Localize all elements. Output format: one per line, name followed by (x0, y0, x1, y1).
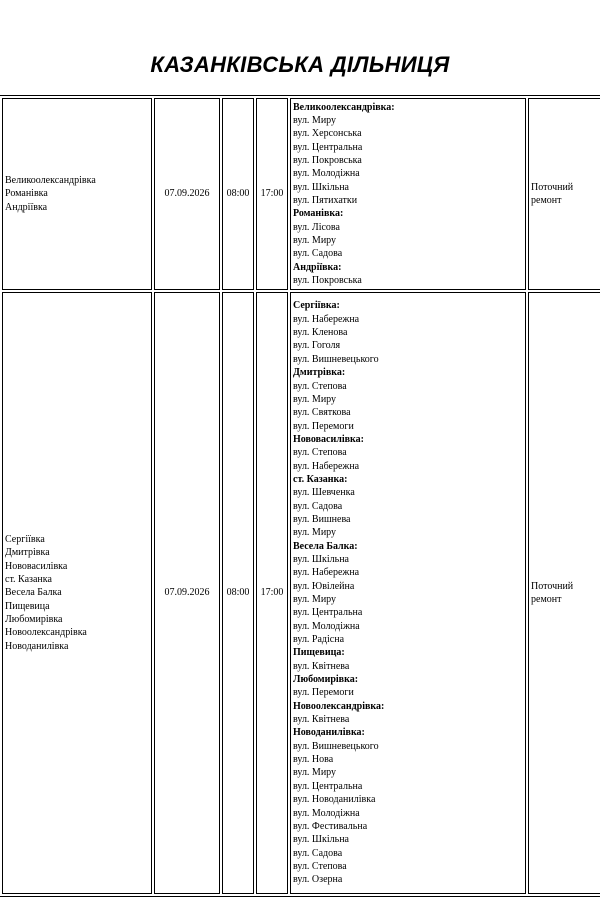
street-item: вул. Степова (293, 860, 347, 872)
start-time-cell: 08:00 (222, 98, 254, 290)
village-name: ст. Казанка (5, 573, 52, 585)
street-item: вул. Вишневецького (293, 353, 379, 365)
settlement-heading: Весела Балка: (293, 540, 358, 552)
street-item: вул. Миру (293, 767, 337, 779)
streets-cell (290, 292, 526, 894)
settlement-heading: Новоолександрівка: (293, 700, 385, 712)
street-item: вул. Шевченка (293, 487, 355, 499)
end-time-cell: 17:00 (256, 98, 288, 290)
settlement-heading: Андріївка: (293, 261, 342, 273)
villages-cell (2, 292, 152, 894)
street-item: вул. Молодіжна (293, 620, 360, 632)
street-item: вул. Квітнева (293, 714, 350, 726)
street-item: вул. Фестивальна (293, 820, 368, 832)
street-item: вул. Молодіжна (293, 807, 360, 819)
street-item: вул. Набережна (293, 567, 360, 579)
street-item: вул. Ювілейна (293, 580, 355, 592)
street-item: вул. Гоголя (293, 340, 341, 352)
street-item: вул. Степова (293, 447, 347, 459)
date-cell: 07.09.2026 (154, 292, 220, 894)
outage-schedule-table (0, 95, 600, 897)
street-item: вул. Миру (293, 527, 337, 539)
village-name: Весела Балка (5, 587, 62, 599)
street-item: вул. Вишневецького (293, 740, 379, 752)
street-item: вул. Святкова (293, 407, 351, 419)
end-time-cell: 17:00 (256, 292, 288, 894)
street-item: вул. Лісова (293, 221, 340, 233)
village-name: Новоданилівка (5, 640, 69, 652)
settlement-heading: Великоолександрівка: (293, 101, 395, 113)
street-item: вул. Центральна (293, 607, 363, 619)
village-name: Новоолександрівка (5, 627, 87, 639)
street-item: вул. Центральна (293, 780, 363, 792)
settlement-heading: Романівка: (293, 208, 344, 220)
settlement-heading: Сергіївка: (293, 300, 340, 312)
street-item: вул. Миру (293, 235, 337, 247)
settlement-heading: Пищевица: (293, 647, 345, 659)
street-item: вул. Пятихатки (293, 195, 358, 206)
street-item: вул. Озерна (293, 874, 343, 886)
village-name: Дмитрівка (5, 547, 50, 559)
village-name: Пищевица (5, 600, 50, 612)
village-name: Нововасилівка (5, 560, 68, 572)
street-item: вул. Покровська (293, 154, 362, 166)
village-name: Сергіївка (5, 533, 45, 545)
date-cell: 07.09.2026 (154, 98, 220, 290)
table-row (2, 292, 600, 894)
work-type-text: Поточний (531, 580, 574, 592)
street-item: вул. Покровська (293, 275, 362, 287)
settlement-heading: ст. Казанка: (293, 473, 348, 485)
street-item: вул. Миру (293, 393, 337, 405)
street-item: вул. Садова (293, 500, 343, 512)
street-item: вул. Новоданилівка (293, 794, 376, 806)
village-name: Андріївка (5, 201, 48, 213)
street-item: вул. Перемоги (293, 687, 354, 699)
settlement-heading: Любомирівка: (293, 674, 359, 686)
street-item: вул. Радісна (293, 634, 345, 646)
street-item: вул. Вишнева (293, 513, 351, 525)
table-row (2, 98, 600, 290)
work-type-text: Поточний (531, 181, 574, 193)
street-item: вул. Кленова (293, 327, 348, 339)
settlement-heading: Дмитрівка: (293, 367, 346, 379)
street-item: вул. Центральна (293, 141, 363, 153)
street-item: вул. Миру (293, 114, 337, 126)
street-item: вул. Молодіжна (293, 168, 360, 180)
street-item: вул. Шкільна (293, 181, 349, 193)
settlement-heading: Новоданилівка: (293, 727, 365, 739)
street-item: вул. Степова (293, 380, 347, 392)
work-type-text: ремонт (531, 195, 562, 206)
street-item: вул. Набережна (293, 460, 360, 472)
street-item: вул. Херсонська (293, 128, 362, 140)
work-type-text: ремонт (531, 594, 562, 605)
street-item: вул. Садова (293, 248, 343, 260)
table-body (2, 98, 600, 894)
village-name: Великоолександрівка (5, 174, 96, 186)
street-item: вул. Миру (293, 594, 337, 605)
street-item: вул. Шкільна (293, 553, 349, 565)
page-title: КАЗАНКІВСЬКА ДІЛЬНИЦЯ (150, 52, 450, 77)
street-item: вул. Шкільна (293, 834, 349, 846)
street-item: вул. Перемоги (293, 420, 354, 432)
village-name: Романівка (5, 188, 48, 200)
street-item: вул. Садова (293, 847, 343, 859)
villages-cell (2, 98, 152, 290)
settlement-heading: Нововасилівка: (293, 433, 364, 445)
start-time-cell: 08:00 (222, 292, 254, 894)
street-item: вул. Квітнева (293, 660, 350, 672)
street-item: вул. Нова (293, 754, 334, 766)
street-item: вул. Набережна (293, 313, 360, 325)
streets-cell (290, 98, 526, 290)
work-type-cell (528, 292, 600, 894)
village-name: Любомирівка (5, 614, 63, 626)
work-type-cell (528, 98, 600, 290)
